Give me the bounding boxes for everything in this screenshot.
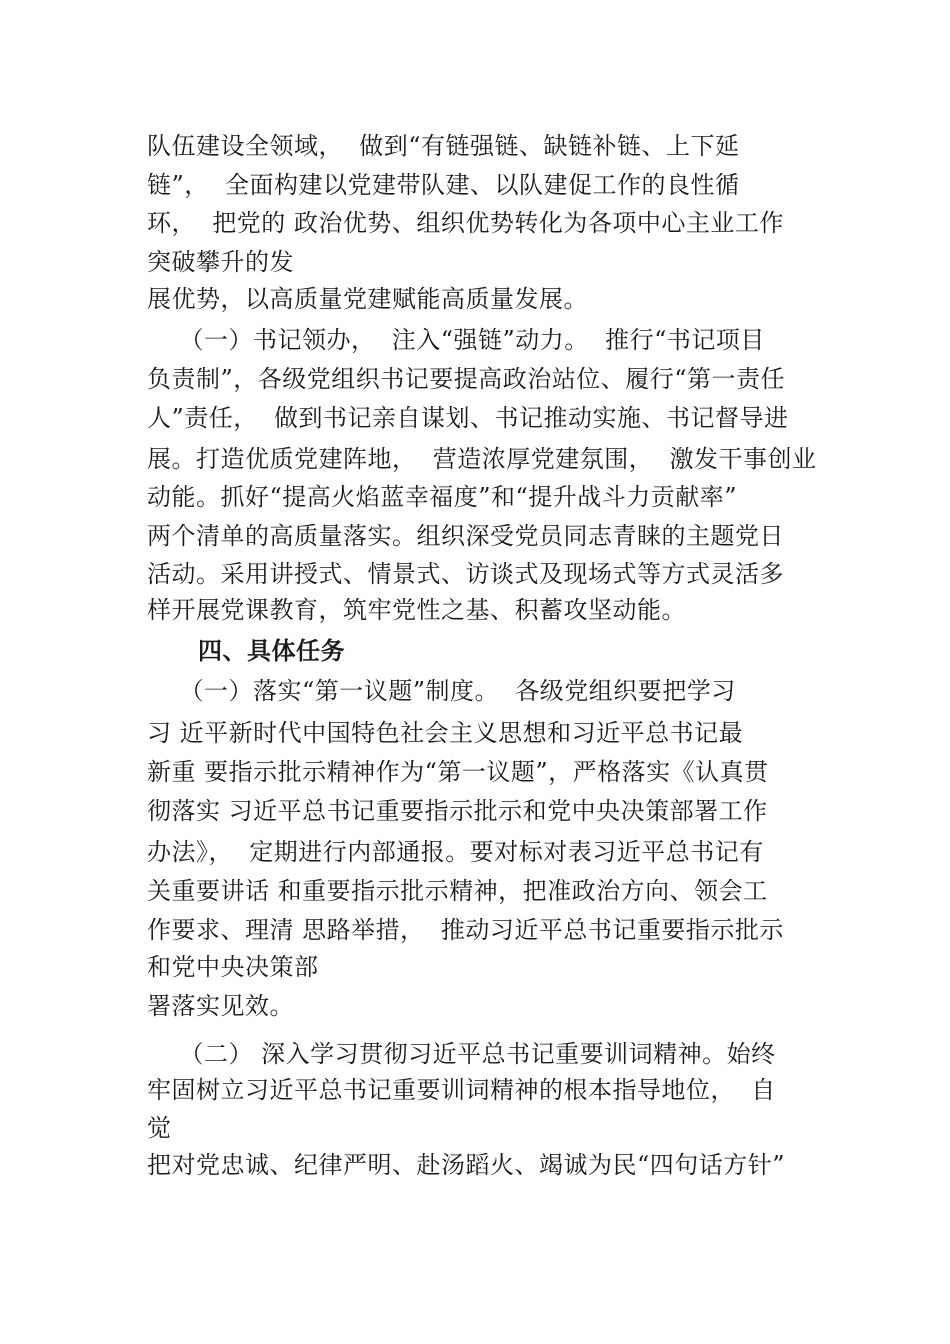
text-line: 展优势，以高质量党建赋能高质量发展。 [147, 285, 588, 313]
text-line: 把对党忠诚、纪律严明、赴汤蹈火、竭诚为民“四句话方针” [147, 1151, 786, 1179]
text-line: 突破攀升的发 [147, 248, 294, 276]
text-line: 动能。抓好“提高火焰蓝幸福度”和“提升战斗力贡献率” [147, 483, 738, 511]
text-line: 习 近平新时代中国特色社会主义思想和习近平总书记最 [147, 719, 744, 747]
text-line: 关重要讲话 和重要指示批示精神，把准政治方向、领会工 [147, 877, 768, 905]
text-line: 队伍建设全领域， 做到“有链强链、缺链补链、上下延 [147, 132, 740, 160]
section-heading: 四、具体任务 [198, 637, 345, 665]
text-line: （一）落实“第一议题”制度。 各级党组织要把学习 [147, 677, 736, 705]
text-line: 负责制”，各级党组织书记要提高政治站位、履行“第一责任 [147, 365, 786, 393]
text-line: （一）书记领办， 注入“强链”动力。 推行“书记项目 [147, 326, 765, 354]
text-line: 环， 把党的 政治优势、组织优势转化为各项中心主业工作 [147, 209, 784, 237]
text-line: 作要求、理清 思路举措， 推动习近平总书记重要指示批示 [147, 916, 784, 944]
text-line: 彻落实 习近平总书记重要指示批示和党中央决策部署工作 [147, 797, 768, 825]
text-line: 牢固树立习近平总书记重要训词精神的根本指导地位， 自 [147, 1076, 776, 1104]
text-line: 和党中央决策部 [147, 953, 319, 981]
text-line: 署落实见效。 [147, 992, 294, 1020]
text-line: 链”， 全面构建以党建带队建、以队建促工作的良性循 [147, 171, 740, 199]
text-line: 两个清单的高质量落实。组织深受党员同志青睐的主题党日 [147, 522, 784, 550]
text-line: 活动。采用讲授式、情景式、访谈式及现场式等方式灵活多 [147, 560, 784, 588]
text-line: 新重 要指示批示精神作为“第一议题”，严格落实《认真贯 [147, 758, 769, 786]
text-line: 人”责任， 做到书记亲自谋划、书记推动实施、书记督导进 [147, 404, 789, 432]
text-line: （二） 深入学习贯彻习近平总书记重要训词精神。始终 [147, 1040, 776, 1068]
text-line: 样开展党课教育，筑牢党性之基、积蓄攻坚动能。 [147, 596, 686, 624]
text-line: 觉 [147, 1114, 172, 1142]
text-line: 展。打造优质党建阵地， 营造浓厚党建氛围， 激发干事创业 [147, 445, 817, 473]
text-line: 办法》， 定期进行内部通报。要对标对表习近平总书记有 [147, 838, 764, 866]
